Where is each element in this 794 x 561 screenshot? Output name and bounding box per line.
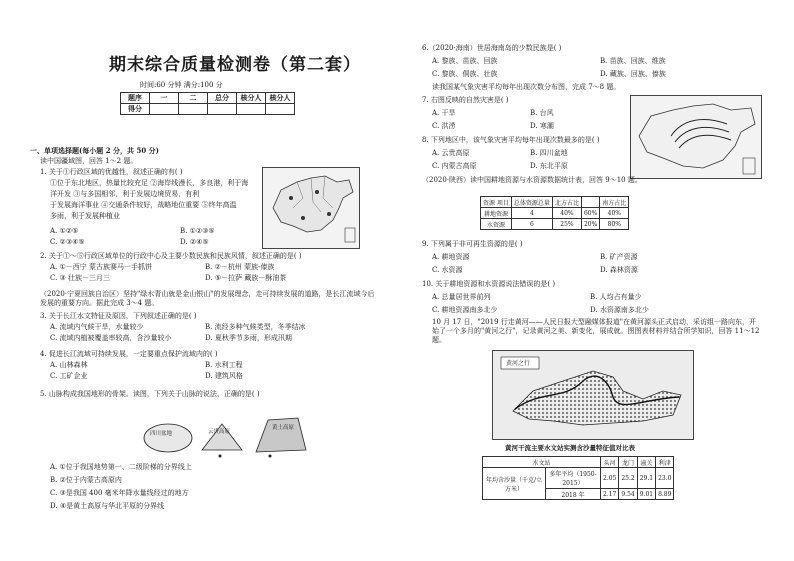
score-cell: 二: [179, 93, 208, 104]
table-header: 水文站: [483, 457, 601, 468]
table-header: 北方占比: [552, 197, 581, 208]
option: C. 黎族、侗族、壮族: [432, 70, 498, 78]
score-cell: 核分人: [266, 93, 295, 104]
passage-text: 读我国某气象灾害平均每年出现次数分布图，完成 7～8 题。: [432, 83, 621, 91]
option: B. 水利工程: [205, 361, 243, 369]
option: C. 水资源: [432, 266, 463, 274]
table-cell: 60%: [581, 208, 599, 219]
table-cell: 6: [511, 219, 552, 230]
table-cell: 29.1: [637, 468, 655, 489]
fig-label: 云贵高原: [208, 429, 231, 435]
question-7: 7. 右图反映的自然灾害是( ): [422, 96, 509, 104]
option: C. 工矿企业: [50, 372, 88, 380]
option: D. 夏秋季节多雨，形成汛期: [205, 334, 292, 342]
score-cell: [266, 104, 295, 115]
table-cell: 水资源: [481, 219, 512, 230]
section-heading: 一、单项选择题(每小题 2 分，共 50 分): [30, 146, 159, 155]
table-row-label: 年均含沙量（千克/立方米）: [483, 468, 546, 500]
question-8: 8. 下列地区中，该气象灾害平均每年出现次数最多的是( ): [422, 136, 600, 144]
table-cell: 20%: [581, 219, 599, 230]
passage-text: （2020·陕西）读中国耕地资源与水资源数据统计表，回答 9～10 题。: [422, 176, 642, 184]
option: B. 流经多种气候类型，冬季结冰: [205, 323, 306, 331]
table-cell: 80%: [600, 219, 629, 230]
table-cell: 25.2: [619, 468, 637, 489]
option: C. ③ 壮族－三月三: [50, 274, 111, 282]
option: C. 洪涝: [432, 122, 456, 130]
table-caption: 黄河干流主要水文站实测含沙量特征值对比表: [505, 444, 635, 452]
score-cell: 题序: [121, 93, 150, 104]
table-cell: 8.89: [656, 489, 674, 500]
intro-text: 读中国疆域图，回答 1～2 题。: [40, 157, 138, 165]
question-3: 3. 关于长江水文特征及原因，下列叙述正确的是( ): [40, 312, 197, 320]
option: A. 总量居世界前列: [432, 293, 491, 301]
china-map-figure: [262, 167, 360, 249]
q1-item: 于发展海洋事业 ④交通条件较好，战略地位重要 ⑤终年高温: [50, 201, 237, 209]
table-cell: 40%: [600, 208, 629, 219]
score-table: [120, 92, 295, 115]
question-5: 5. 山脉构成我国地形的骨架。读图，下列关于山脉的说法，正确的是( ): [40, 390, 260, 398]
option: A. ①②⑤: [50, 227, 79, 235]
table-cell: 4: [511, 208, 552, 219]
china-map-icon: [263, 168, 359, 248]
question-10: 10. 关于耕地资源和水资源说法错误的是( ): [422, 280, 556, 288]
option: A. 流域内气候干旱，水量较少: [50, 323, 144, 331]
disaster-map-icon: [631, 96, 761, 178]
option: A. 云贵高原: [432, 149, 470, 157]
option: B. ②－杭州 蒙族-傣族: [205, 263, 275, 271]
option: D. ②④⑤: [180, 238, 209, 246]
table-cell: 多年平均（1950-2015）: [546, 468, 601, 489]
passage-text: （2020·宁夏回族自治区）坚持"绿水青山就是金山银山"的发展理念，走可持续发展的道路，是长江流域今后发展的重要方向。据此完成 3～4 题。: [40, 290, 375, 307]
table-header: 资源 项目: [481, 197, 512, 208]
question-9: 9. 下列属于非可再生资源的是( ): [422, 240, 523, 248]
question-6: 6.（2020·海南）世居海南岛的少数民族是( ): [422, 44, 562, 52]
score-cell: 总分: [208, 93, 237, 104]
disaster-map-figure: [630, 95, 762, 179]
option: B. 四川盆地: [530, 149, 568, 157]
table-cell: 23.0: [656, 468, 674, 489]
option: B. ②位于内蒙古高原内: [50, 476, 122, 484]
option: C. 内蒙古高原: [432, 162, 477, 170]
option: C. 流域内植被覆盖率较高，含沙量较小: [50, 334, 172, 342]
q1-item: 多雨，利于发展种植业: [50, 212, 120, 220]
question-4: 4. 促进长江流域可持续发展，一定要重点保护流域内的( ): [40, 350, 218, 358]
option: D. 森林资源: [600, 266, 638, 274]
score-cell: [208, 104, 237, 115]
option: A. 干旱: [432, 109, 456, 117]
table-cell: 2018 年: [546, 489, 601, 500]
table-header: 利津: [656, 457, 674, 468]
score-cell: 一: [150, 93, 179, 104]
option: A. 山林森林: [50, 361, 88, 369]
option: D. ④是黄土高原与华北平原的分界线: [50, 502, 165, 510]
option: A. ①－西宁 蒙古族赛马一手抓饼: [50, 263, 153, 271]
table-cell: 2.17: [601, 489, 619, 500]
option: D. 水资源南多北少: [590, 306, 649, 314]
resource-table: [480, 196, 629, 230]
option: B. 台风: [530, 109, 554, 117]
table-header: 潼关: [637, 457, 655, 468]
option: D. ⑤－拉萨 藏族－酥油茶: [205, 274, 287, 282]
score-cell: 得分: [121, 104, 150, 115]
table-cell: 9.01: [637, 489, 655, 500]
option: D. 建筑风格: [205, 372, 243, 380]
option: B. 苗族、回族、维族: [600, 57, 666, 65]
page-title: 期末综合质量检测卷（第二套）: [109, 55, 361, 75]
option: C. ②③④⑤: [50, 238, 85, 246]
table-cell: 25%: [552, 219, 581, 230]
score-cell: 核分人: [237, 93, 266, 104]
exam-subtitle: 时间:60 分钟 满分:100 分: [140, 81, 223, 89]
option: B. ①②③⑤: [180, 227, 215, 235]
table-cell: 耕地资源: [481, 208, 512, 219]
q1-item: 洋开发 ③与多国相邻，利于发展边境贸易，有利: [50, 190, 200, 198]
question-1: 1. 关于①行政区域的优越性，叙述正确的有( ): [40, 168, 183, 176]
q1-item: ①位于东北地区，热量比较充足 ②海岸线漫长，多良港，利于海: [50, 179, 249, 187]
fig-label: 四川盆地: [150, 431, 173, 437]
table-cell: 40%: [552, 208, 581, 219]
table-header: 龙门: [619, 457, 637, 468]
table-header: [581, 197, 599, 208]
map-label: 黄河之行: [506, 360, 531, 367]
question-2: 2. 关于①～⑤行政区域单位的行政中心及主要少数民族和民族风情，叙述正确的是( ): [40, 252, 302, 260]
table-cell: 9.54: [619, 489, 637, 500]
option: B. 矿产资源: [600, 253, 638, 261]
fig-label: 黄土高原: [272, 425, 295, 431]
score-cell: [179, 104, 208, 115]
option: A. 耕地资源: [432, 253, 470, 261]
option: D. 藏族、回族、傣族: [600, 70, 666, 78]
score-cell: [237, 104, 266, 115]
option: C. 耕地资源南多北少: [432, 306, 498, 314]
option: B. 人均占有量少: [590, 293, 642, 301]
option: D. 寒潮: [530, 122, 554, 130]
option: C. ③是我国 400 毫米年降水量线经过的地方: [50, 489, 189, 497]
table-header: 总体资源总量: [511, 197, 552, 208]
sediment-table: [482, 456, 674, 500]
score-cell: [150, 104, 179, 115]
passage-text: 10 月 17 日，"2019 行走黄河——人民日报大型融媒体报道"在黄河源头正式启动，采访组一路向东，开始了一个多月的"黄河之行"，记录黄河之美、新变化，展成就。图图表材料并结合所学知识，回答 11～12 题。: [432, 318, 760, 344]
table-header: 南方占比: [600, 197, 629, 208]
option: D. 东北平原: [530, 162, 568, 170]
table-header: 头河: [601, 457, 619, 468]
option: A. 黎族、苗族、回族: [432, 57, 498, 65]
option: A. ①位于我国地势第一、二级阶梯的分界线上: [50, 463, 192, 471]
table-cell: 2.05: [601, 468, 619, 489]
